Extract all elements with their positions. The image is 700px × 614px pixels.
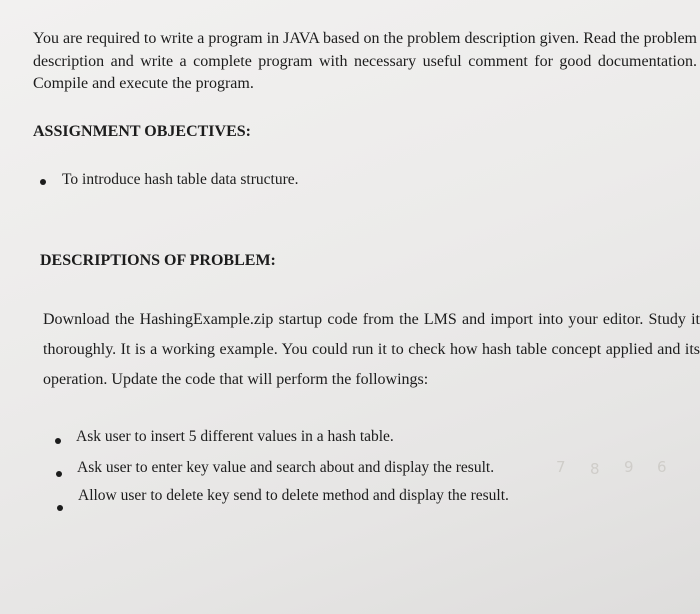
margin-mark: 6 bbox=[657, 458, 667, 476]
bullet-dot bbox=[57, 505, 63, 511]
bullet-dot bbox=[55, 438, 61, 444]
margin-mark: 7 bbox=[556, 458, 566, 476]
margin-mark: 8 bbox=[590, 460, 600, 478]
bullet-dot bbox=[40, 179, 46, 185]
margin-mark: 9 bbox=[624, 458, 634, 476]
problem-item-2: Ask user to enter key value and search about and display the result. bbox=[77, 459, 495, 476]
problem-heading: DESCRIPTIONS OF PROBLEM: bbox=[40, 252, 276, 269]
problem-paragraph: Download the HashingExample.zip startup code from the LMS and import into your editor. Study it thoroughly. It is a working example. You could run it to check how hash table concept applied and its operation. Update the code that will perform the followings: bbox=[43, 311, 700, 388]
objective-item: To introduce hash table data structure. bbox=[62, 171, 299, 188]
problem-item-3: Allow user to delete key send to delete method and display the result. bbox=[78, 487, 509, 504]
problem-item-1: Ask user to insert 5 different values in a hash table. bbox=[76, 428, 394, 445]
objectives-heading: ASSIGNMENT OBJECTIVES: bbox=[33, 123, 251, 140]
intro-paragraph: You are required to write a program in JAVA based on the problem description given. Read the problem description and write a complete program with necessary useful comment for good documentation. Compile and execute the program. bbox=[33, 30, 697, 92]
bullet-dot bbox=[56, 471, 62, 477]
